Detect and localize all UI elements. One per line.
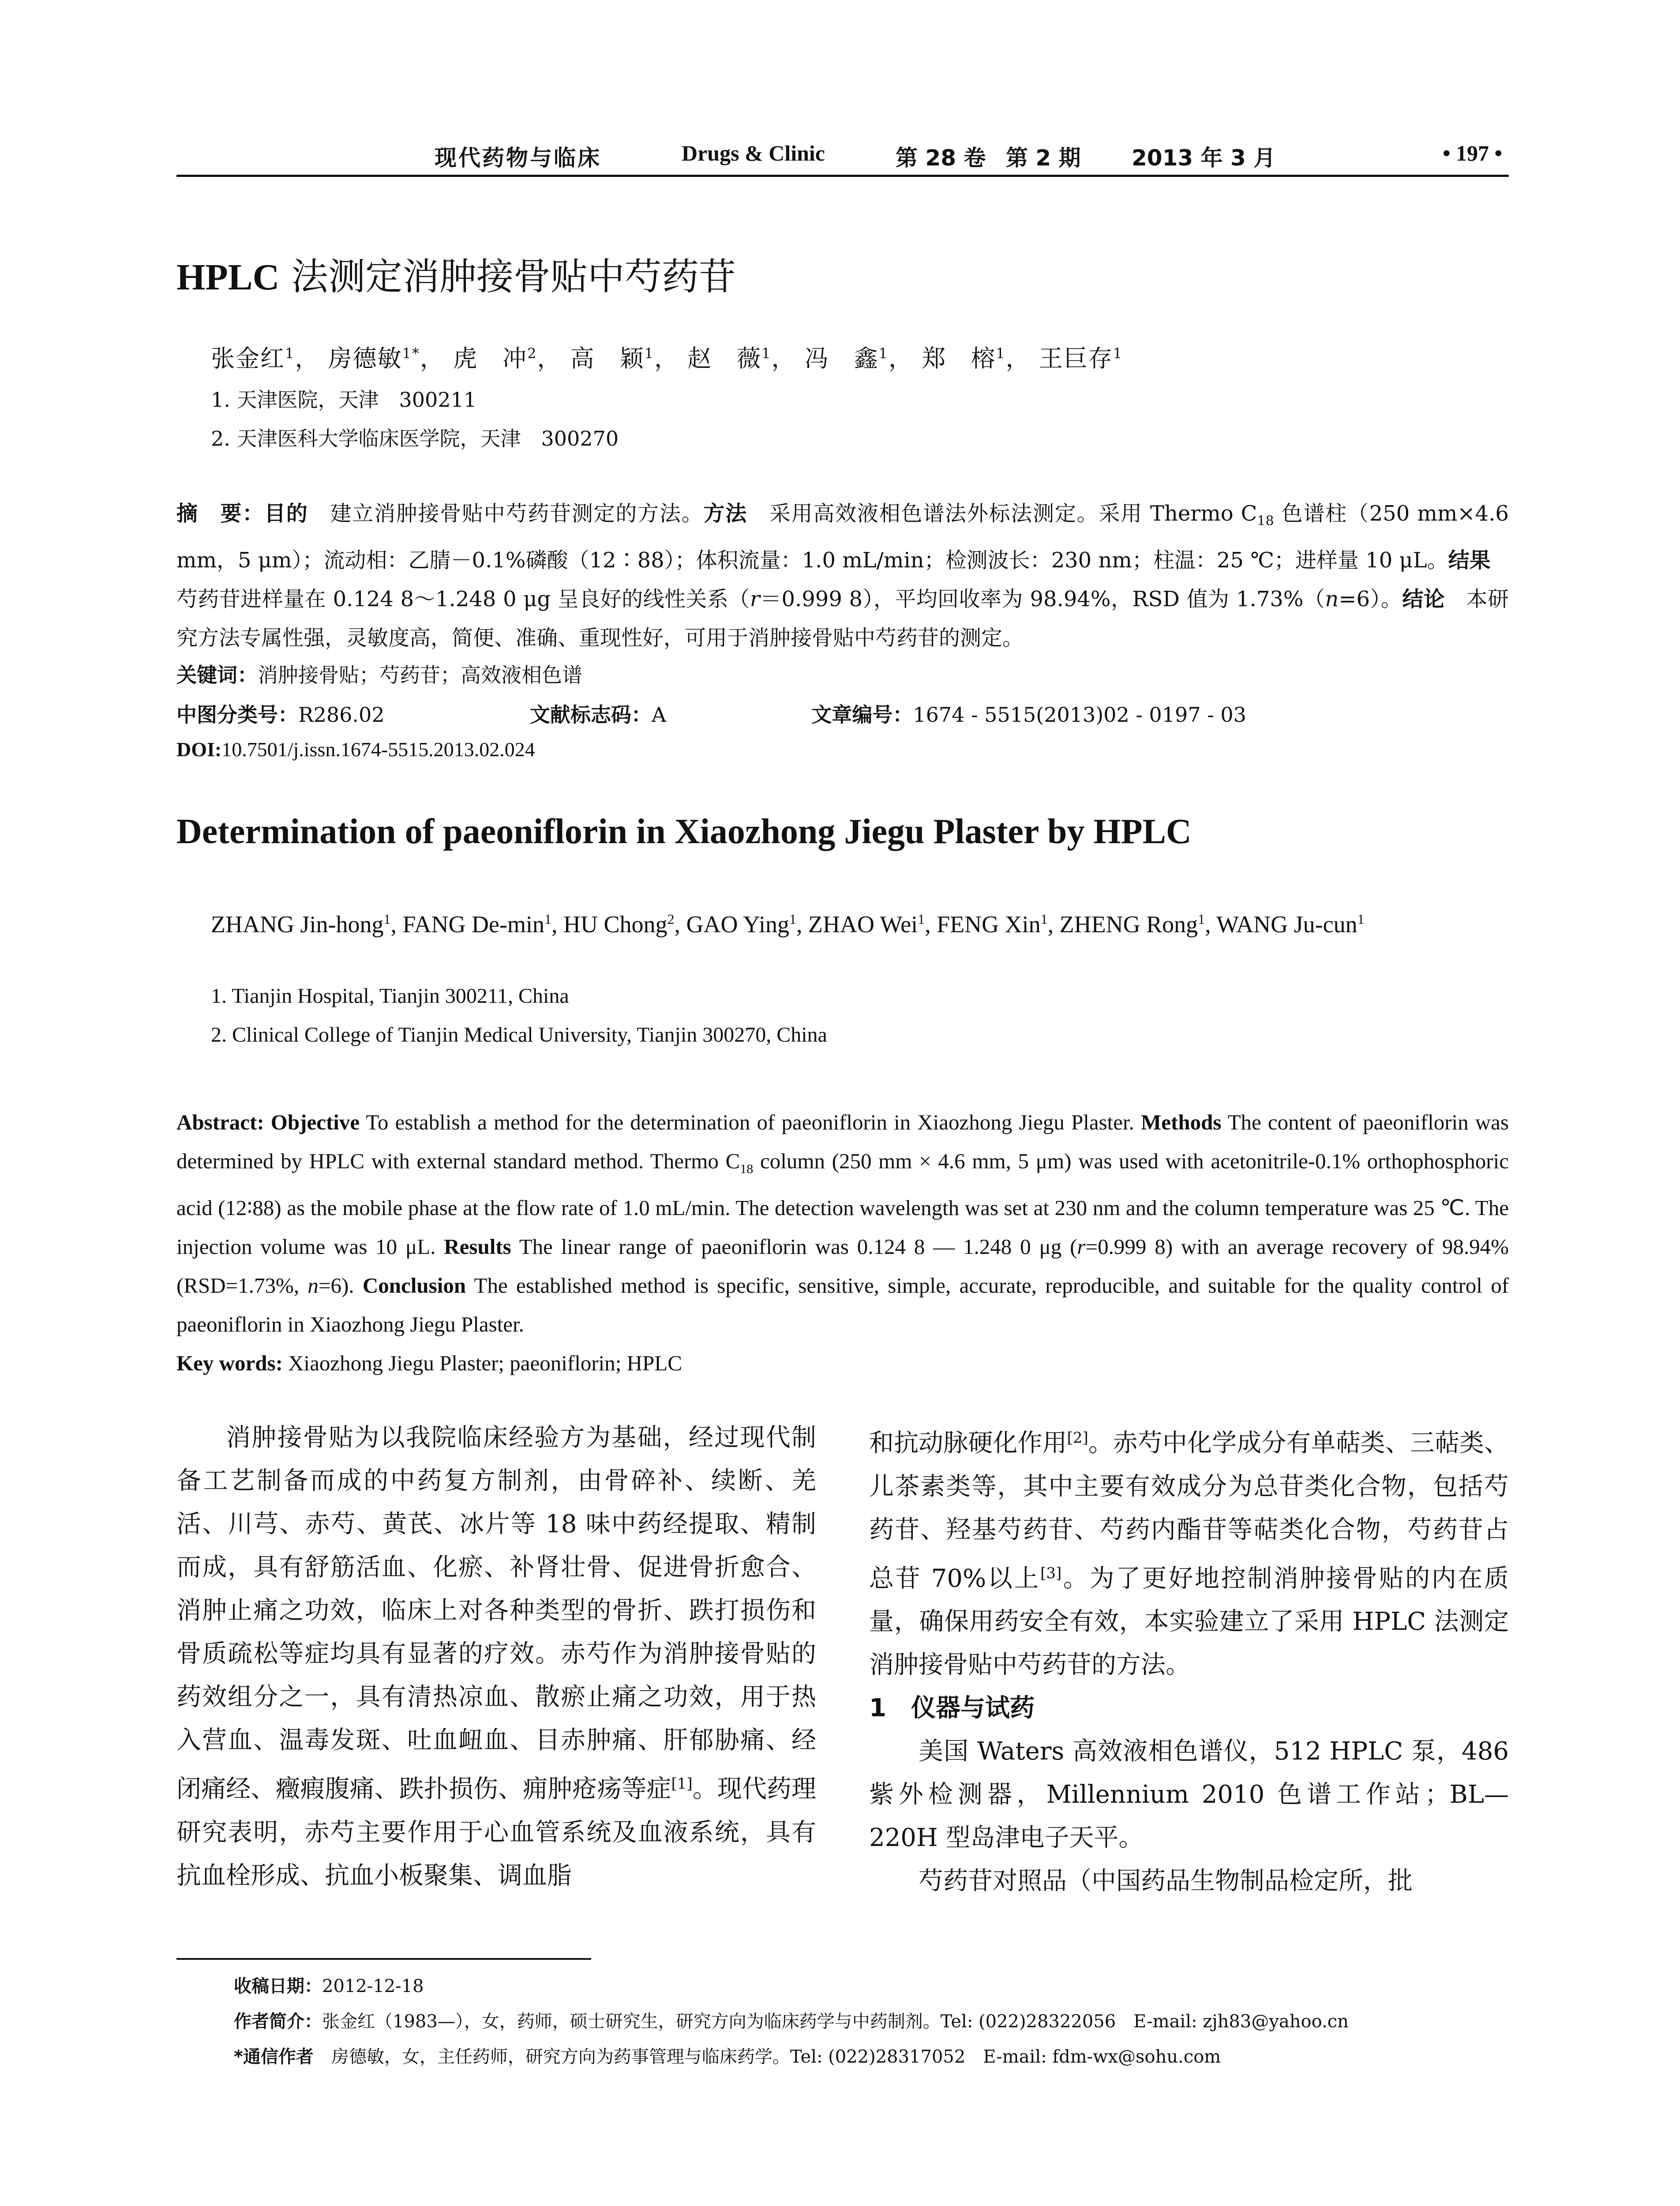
doi-line: DOI:10.7501/j.issn.1674-5515.2013.02.024 <box>176 738 535 761</box>
author: 虎 冲 <box>453 345 528 372</box>
keywords-zh: 关键词：消肿接骨贴；芍药苷；高效液相色谱 <box>176 663 582 687</box>
body-right-column <box>869 1416 1509 1903</box>
footnote-rule <box>176 1958 591 1960</box>
section-heading: 1 仪器与试药 <box>869 1694 1035 1723</box>
footnote-corresponding: *通信作者 房德敏，女，主任药师，研究方向为药事管理与临床药学。Tel: (022)28317052 E-mail: fdm-wx@sohu.com <box>234 2047 1221 2067</box>
title-en: Determination of paeoniflorin in Xiaozhong Jiegu Plaster by HPLC <box>176 812 1192 851</box>
doc-label: 文献标志码： <box>529 703 652 727</box>
clc-value: R286.02 <box>298 703 385 727</box>
page-number: • 197 • <box>1443 141 1503 165</box>
body-paragraph: 芍药苷对照品（中国药品生物制品检定所，批 <box>919 1867 1413 1896</box>
author: 郑 榕 <box>922 345 996 372</box>
body-paragraph: 消肿接骨贴为以我院临床经验方为基础，经过现代制备工艺制备而成的中药复方制剂，由骨碎补、续断、羌活、川芎、赤芍、黄芪、冰片等 18 味中药经提取、精制而成，具有舒筋活血、化瘀、补肾壮骨、促进骨折愈合、消肿止痛之功效，临床上对各种类型的骨折、跌打损伤和骨质疏松等症均具有显著的疗效。赤芍作为消肿接骨贴的药效组分之一，具有清热凉血、散瘀止痛之功效，用于热入营血、温毒发斑、吐血衄血、目赤肿痛、肝郁胁痛、经闭痛经、癥瘕腹痛、跌扑损伤、痈肿疮疡等症[1]。现代药理研究表明，赤芍主要作用于心血管系统及血液系统，具有抗血栓形成、抗血小板聚集、调血脂 <box>176 1423 817 1890</box>
authors-en: ZHANG Jin-hong$^1$, FANG $De-\min^1$, HU Chong$^2$, GAO Ying$^1$, ZHAO Wei$^1$, FENG Xin$^1$, ZHENG Rong$^1$, WANG Ju-cun$^1$ <box>211 911 1365 938</box>
author: 房德敏 <box>328 345 402 372</box>
keywords-en-label: Key words: <box>176 1351 283 1375</box>
issue: 第 2 期 <box>1006 145 1081 171</box>
footnote-author: 作者简介：张金红（1983—），女，药师，硕士研究生，研究方向为临床药学与中药制剂。Tel: (022)28322056 E-mail: zjh83@yahoo.cn <box>234 2011 1349 2032</box>
body-left-column <box>176 1416 816 1898</box>
affiliation-zh-1: 1. 天津医院，天津 300211 <box>211 388 477 412</box>
affiliation-en-1: 1. Tianjin Hospital, Tianjin 300211, China <box>211 984 569 1008</box>
issue-date: 2013 年 3 月 <box>1132 145 1276 171</box>
clc-label: 中图分类号： <box>176 703 298 727</box>
article-value: 1674 - 5515(2013)02 - 0197 - 03 <box>913 703 1246 727</box>
article-label: 文章编号： <box>811 703 913 727</box>
footnote-received: 收稿日期：2012-12-18 <box>234 1976 424 1996</box>
keywords-en-value: Xiaozhong Jiegu Plaster; paeoniflorin; HPLC <box>282 1351 682 1375</box>
abstract-zh: 摘 要：目的 建立消肿接骨贴中芍药苷测定的方法。方法 采用高效液相色谱法外标法测定。采用 Thermo $C_{18}$ 色谱柱（250 mm×4.6 mm，5 μm）；流动相：乙腈－0.1%磷酸（12∶88）；体积流量：1.0 mL/min；检测波长：230 nm；柱温：25 ℃；进样量 10 μL。结果 芍药苷进样量在 0.124 8～1.248 0 μg 呈良好的线性关系（r＝0.999 8），平均回收率为 98.94%，RSD 值为 1.73%（n=6）。结论 本研究方法专属性强，灵敏度高，简便、准确、重现性好，可用于消肿接骨贴中芍药苷的测定。 <box>176 501 1512 650</box>
header-rule <box>176 175 1509 177</box>
volume: 第 28 卷 <box>896 145 986 171</box>
affiliation-zh-2: 2. 天津医科大学临床医学院，天津 300270 <box>211 427 619 450</box>
body-paragraph: 和抗动脉硬化作用[2]。赤芍中化学成分有单萜类、三萜类、儿茶素类等，其中主要有效成分为总苷类化合物，包括芍药苷、羟基芍药苷、芍药内酯苷等萜类化合物，芍药苷占总苷 70%以上[3]。为了更好地控制消肿接骨贴的内在质量，确保用药安全有效，本实验建立了采用 HPLC 法测定消肿接骨贴中芍药苷的方法。 <box>869 1429 1509 1680</box>
author: 赵 薇 <box>687 345 762 372</box>
affiliation-en-2: 2. Clinical College of Tianjin Medical University, Tianjin 300270, China <box>211 1023 827 1047</box>
author: 王巨存 <box>1039 345 1113 372</box>
classification-line <box>176 699 1246 728</box>
title-zh: HPLC 法测定消肿接骨贴中芍药苷 <box>176 255 736 298</box>
author: 张金红 <box>211 345 285 372</box>
journal-name-zh: 现代药物与临床 <box>435 145 601 171</box>
doc-value: A <box>651 703 667 727</box>
journal-name-en: Drugs & Clinic <box>682 141 825 165</box>
authors-zh: 张金红$^1$， 房德敏$^{1*}$， 虎 冲$^2$， 高 颖$^1$， 赵 薇$^1$， 冯 鑫$^1$， 郑 榕$^1$， 王巨存$^1$ <box>211 345 1123 372</box>
author: 高 颖 <box>570 345 645 372</box>
abstract-en: Abstract: Objective To establish a method for the determination of paeoniflorin in Xiaozhong Jiegu Plaster. Methods The content of paeoniflorin was determined by HPLC with external standard method. Thermo $C_{18}$ column (250 mm × 4.6 mm, 5 μm) was used with acetonitrile-0.1% orthophosphoric acid (12∶88) as the mobile phase at the flow rate of 1.0 mL/min. The detection wavelength was set at 230 nm and the column temperature was 25 ℃. The injection volume was 10 μL. Results The linear range of paeoniflorin was 0.124 8 — 1.248 0 μg (r=0.999 8) with an average recovery of 98.94% (RSD=1.73%, n=6). Conclusion The established method is specific, sensitive, simple, accurate, reproducible, and suitable for the quality control of paeoniflorin in Xiaozhong Jiegu Plaster. Key words: Xiaozhong Jiegu Plaster; paeoniflorin; HPLC <box>176 1110 1509 1375</box>
body-paragraph: 美国 Waters 高效液相色谱仪，512 HPLC 泵，486 紫外检测器，Millennium 2010 色谱工作站；BL—220H 型岛津电子天平。 <box>869 1737 1509 1853</box>
author: 冯 鑫 <box>804 345 879 372</box>
